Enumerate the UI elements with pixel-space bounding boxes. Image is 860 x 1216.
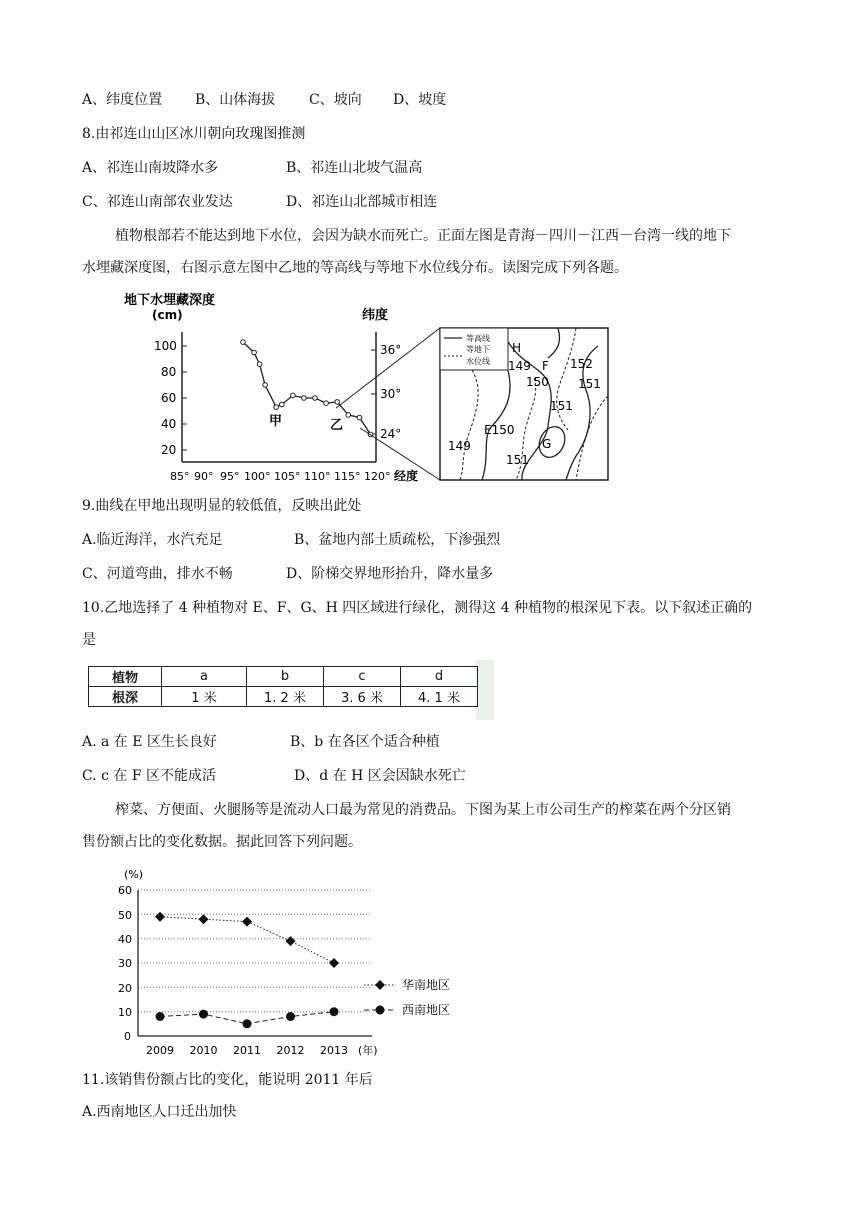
chart-legend: [364, 977, 450, 1017]
q7-option-c: C、坡向: [309, 92, 362, 108]
y-unit: (%): [124, 868, 144, 881]
depth-point-10: [335, 400, 340, 405]
depth-point-1: [252, 350, 257, 355]
q8-option-c: C、祁连山南部农业发达: [82, 194, 233, 210]
passage2-line2: 售份额占比的变化数据。据此回答下列问题。: [82, 834, 362, 850]
x-ticks: [170, 468, 418, 483]
y-tick-80: 80: [161, 365, 177, 379]
table-cell: 1 米: [162, 687, 247, 707]
legend-southwest: 西南地区: [402, 1003, 451, 1017]
q10-option-c: C. c 在 F 区不能成活: [82, 768, 217, 784]
passage1-line1: 植物根部若不能达到地下水位，会因为缺水而死亡。正面左图是青海－四川－江西－台湾一线的地下: [115, 228, 731, 244]
root-depth-table: [88, 666, 478, 707]
q10-stem-line1: 10.乙地选择了 4 种植物对 E、F、G、H 四区域进行绿化，测得这 4 种植物的根深见下表。以下叙述正确的: [82, 600, 753, 616]
table-cell: a: [162, 667, 247, 687]
x-tick-105: 105°: [274, 470, 301, 483]
table-cell: 根深: [89, 687, 162, 707]
lat-tick-30: 30°: [380, 387, 402, 401]
south-china-point-2013: [329, 958, 339, 968]
map-label-152: 152: [570, 357, 593, 371]
table-cell: c: [324, 667, 401, 687]
q10-stem-line2: 是: [82, 632, 96, 648]
y-tick-40: 40: [118, 933, 132, 946]
map-label-e150: E150: [484, 423, 515, 437]
q11-stem: 11.该销售份额占比的变化，能说明 2011 年后: [82, 1072, 373, 1088]
depth-point-2: [257, 362, 262, 367]
y-tick-10: 10: [118, 1006, 132, 1019]
y-tick-20: 20: [161, 443, 177, 457]
sales-share-chart: [110, 864, 480, 1060]
q9-option-b: B、盆地内部土质疏松，下渗强烈: [294, 532, 501, 548]
q10-option-d: D、d 在 H 区会因缺水死亡: [294, 768, 466, 784]
y-tick-100: 100: [154, 339, 177, 353]
depth-point-8: [313, 396, 318, 401]
lat-tick-36: 36°: [380, 343, 402, 357]
lat-tick-24: 24°: [380, 427, 402, 441]
legend-marker-southwest: [376, 1006, 385, 1015]
map-label-h: H: [512, 341, 522, 355]
table-cell: 植物: [89, 667, 162, 687]
q8-option-a: A、祁连山南坡降水多: [82, 160, 219, 176]
y-tick-50: 50: [118, 909, 132, 922]
x-tick-2010: 2010: [189, 1044, 218, 1057]
x-tick-90: 90°: [194, 470, 214, 483]
depth-point-7: [302, 396, 307, 401]
legend-contour: 等高线: [466, 334, 490, 343]
legend-water-2: 水位线: [466, 357, 490, 366]
south-china-point-2011: [242, 917, 252, 927]
passage2-line1: 榨菜、方便面、火腿肠等是流动人口最为常见的消费品。下图为某上市公司生产的榨菜在两个分区销: [115, 802, 731, 818]
x-axis-label: 经度: [394, 469, 419, 483]
map-label-151-right: 151: [578, 377, 601, 391]
depth-point-0: [241, 340, 246, 345]
map-label-g: G: [542, 437, 552, 451]
y-tick-60: 60: [118, 884, 132, 897]
x-tick-2013: 2013: [320, 1044, 348, 1057]
southwest-point-2010: [199, 1010, 208, 1019]
inset-contour-map: [440, 328, 608, 480]
map-label-f: F: [542, 359, 549, 373]
groundwater-figure: [110, 286, 620, 486]
table-side-shade: [476, 660, 494, 720]
q10-option-b: B、b 在各区个适合种植: [290, 734, 440, 750]
y-tick-0: 0: [124, 1030, 131, 1043]
q9-option-c: C、河道弯曲，排水不畅: [82, 566, 233, 582]
depth-point-4: [274, 405, 279, 410]
y-tick-60: 60: [161, 391, 177, 405]
southwest-point-2013: [330, 1007, 339, 1016]
x-tick-120: 120°: [364, 470, 391, 483]
lat-title: 纬度: [362, 308, 389, 323]
y-tick-40: 40: [161, 417, 177, 431]
y-tick-30: 30: [118, 957, 132, 970]
depth-point-9: [324, 401, 329, 406]
x-unit: (年): [358, 1044, 378, 1057]
label-jia: 甲: [269, 414, 283, 429]
depth-point-3: [263, 383, 268, 388]
depth-curve: [243, 342, 371, 434]
q8-option-d: D、祁连山北部城市相连: [286, 194, 438, 210]
q9-option-a: A.临近海洋，水汽充足: [82, 532, 223, 548]
x-tick-100: 100°: [244, 470, 271, 483]
depth-point-5: [280, 402, 285, 407]
passage1-line2: 水埋藏深度图，右图示意左图中乙地的等高线与等地下水位线分布。读图完成下列各题。: [82, 260, 628, 276]
legend-marker-south-china: [375, 980, 385, 990]
legend-water-1: 等地下: [466, 345, 490, 354]
y-axis-title: 地下水埋藏深度: [124, 293, 216, 308]
q11-option-a: A.西南地区人口迁出加快: [82, 1104, 237, 1120]
south-china-point-2009: [155, 912, 165, 922]
x-tick-2011: 2011: [233, 1044, 261, 1057]
q7-option-b: B、山体海拔: [195, 92, 276, 108]
south-china-point-2010: [199, 914, 209, 924]
label-yi: 乙: [330, 418, 344, 433]
x-tick-2009: 2009: [146, 1044, 174, 1057]
x-tick-85: 85°: [170, 470, 190, 483]
map-label-149-top: 149: [508, 359, 531, 373]
table-cell: 1. 2 米: [247, 687, 324, 707]
map-label-151-bottom: 151: [506, 453, 529, 467]
southwest-point-2009: [156, 1012, 165, 1021]
q8-option-b: B、祁连山北坡气温高: [286, 160, 423, 176]
y-axis-unit: (cm): [152, 308, 183, 322]
map-label-151-mid: 151: [550, 399, 573, 413]
q9-stem: 9.曲线在甲地出现明显的较低值，反映出此处: [82, 498, 362, 514]
q9-option-d: D、阶梯交界地形抬升，降水量多: [286, 566, 494, 582]
x-tick-115: 115°: [334, 470, 361, 483]
table-cell: 3. 6 米: [324, 687, 401, 707]
depth-point-6: [291, 393, 296, 398]
x-tick-2012: 2012: [276, 1044, 305, 1057]
southwest-point-2012: [286, 1012, 295, 1021]
depth-point-11: [346, 413, 351, 418]
q7-option-d: D、坡度: [393, 92, 447, 108]
q10-option-a: A. a 在 E 区生长良好: [82, 734, 217, 750]
table-cell: b: [247, 667, 324, 687]
table-cell: d: [401, 667, 478, 687]
q7-option-a: A、纬度位置: [82, 92, 163, 108]
legend-south-china: 华南地区: [402, 978, 451, 992]
map-label-150-top: 150: [526, 375, 549, 389]
southwest-point-2011: [243, 1019, 252, 1028]
y-tick-20: 20: [118, 982, 132, 995]
x-tick-110: 110°: [304, 470, 331, 483]
table-cell: 4. 1 米: [401, 687, 478, 707]
q8-stem: 8.由祁连山山区冰川朝向玫瑰图推测: [82, 126, 306, 142]
depth-point-12: [357, 415, 362, 420]
south-china-point-2012: [286, 936, 296, 946]
x-tick-95: 95°: [220, 470, 240, 483]
map-label-149-left: 149: [448, 439, 471, 453]
